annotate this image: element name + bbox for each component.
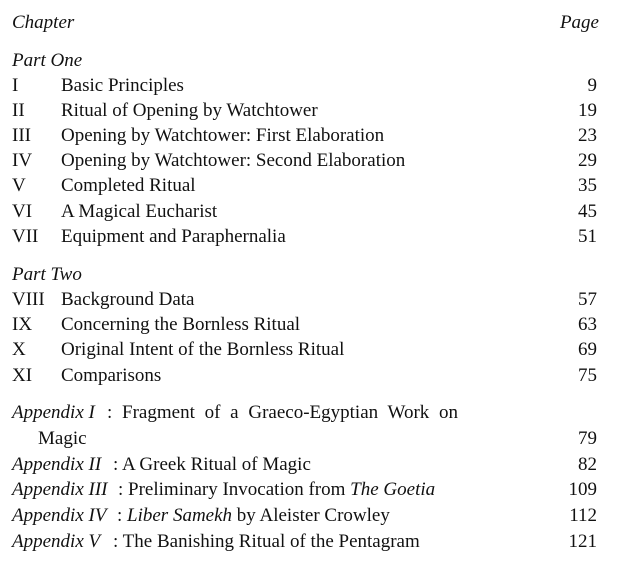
page-number: 51 — [578, 226, 597, 247]
page-number: 109 — [568, 479, 597, 500]
chapter-number: VI — [12, 201, 33, 222]
appendix-label: Appendix IV — [12, 505, 107, 526]
chapter-number: II — [12, 100, 25, 121]
chapter-number: V — [12, 175, 26, 196]
appendix-title: : — [117, 505, 128, 526]
appendix-entry — [0, 505, 625, 531]
page-number: 35 — [578, 175, 597, 196]
appendix-label: Appendix II — [12, 454, 102, 475]
toc-entry — [0, 150, 625, 174]
page-number: 19 — [578, 100, 597, 121]
appendix-title-continuation: Magic — [38, 428, 87, 449]
page-column-header: Page — [559, 12, 599, 33]
chapter-title: Completed Ritual — [61, 175, 196, 196]
page-number: 63 — [578, 314, 597, 335]
part-one-heading: Part One — [12, 50, 83, 71]
chapter-title: Opening by Watchtower: First Elaboration — [61, 125, 385, 146]
chapter-number: XI — [12, 365, 33, 386]
page-number: 82 — [578, 454, 597, 475]
page-number: 112 — [569, 505, 597, 526]
appendix-entry — [0, 531, 625, 557]
chapter-title: A Magical Eucharist — [61, 201, 218, 222]
chapter-title: Basic Principles — [61, 75, 184, 96]
appendix-entry — [0, 402, 625, 428]
page-number: 75 — [578, 365, 597, 386]
appendix-label: Appendix V — [12, 531, 101, 552]
chapter-number: X — [12, 339, 26, 360]
appendix-title-italic: Liber Samekh — [127, 505, 233, 526]
toc-entry — [0, 75, 625, 99]
toc-entry — [0, 226, 625, 250]
toc-entry — [0, 365, 625, 389]
toc-entry — [0, 100, 625, 124]
page-number: 121 — [568, 531, 597, 552]
appendix-title-italic: The Goetia — [350, 479, 436, 500]
page-number: 79 — [578, 428, 597, 449]
appendix-page-row — [0, 428, 625, 454]
toc-entry — [0, 125, 625, 149]
page-number: 69 — [578, 339, 597, 360]
toc-entry — [0, 314, 625, 338]
toc-entry — [0, 289, 625, 313]
chapter-title: Opening by Watchtower: Second Elaboration — [61, 150, 406, 171]
appendix-label: Appendix I — [12, 402, 95, 423]
chapter-number: I — [12, 75, 19, 96]
part-two-heading: Part Two — [12, 264, 82, 285]
appendix-entry — [0, 454, 625, 480]
chapter-title: Equipment and Paraphernalia — [61, 226, 286, 247]
chapter-title: Comparisons — [61, 365, 162, 386]
toc-entry — [0, 339, 625, 363]
page-number: 23 — [578, 125, 597, 146]
chapter-number: VIII — [12, 289, 45, 310]
chapter-number: IV — [12, 150, 33, 171]
toc-entry — [0, 175, 625, 199]
chapter-title: Background Data — [61, 289, 195, 310]
appendix-title: : Preliminary Invocation from — [118, 479, 351, 500]
appendix-title-rest: by Aleister Crowley — [232, 505, 390, 526]
toc-entry — [0, 201, 625, 225]
chapter-number: III — [12, 125, 31, 146]
appendix-title: : A Greek Ritual of Magic — [113, 454, 311, 475]
chapter-title: Ritual of Opening by Watchtower — [61, 100, 318, 121]
appendix-label: Appendix III — [12, 479, 108, 500]
chapter-title: Original Intent of the Bornless Ritual — [61, 339, 345, 360]
appendix-title: : Fragment of a Graeco-Egyptian Work on — [107, 402, 459, 423]
appendix-title: : The Banishing Ritual of the Pentagram — [113, 531, 420, 552]
page-number: 45 — [578, 201, 597, 222]
page-number: 29 — [578, 150, 597, 171]
page-number: 9 — [587, 75, 597, 96]
chapter-title: Concerning the Bornless Ritual — [61, 314, 301, 335]
chapter-number: IX — [12, 314, 33, 335]
chapter-number: VII — [12, 226, 39, 247]
appendix-entry — [0, 479, 625, 505]
chapter-column-header: Chapter — [12, 12, 75, 33]
page-number: 57 — [578, 289, 597, 310]
